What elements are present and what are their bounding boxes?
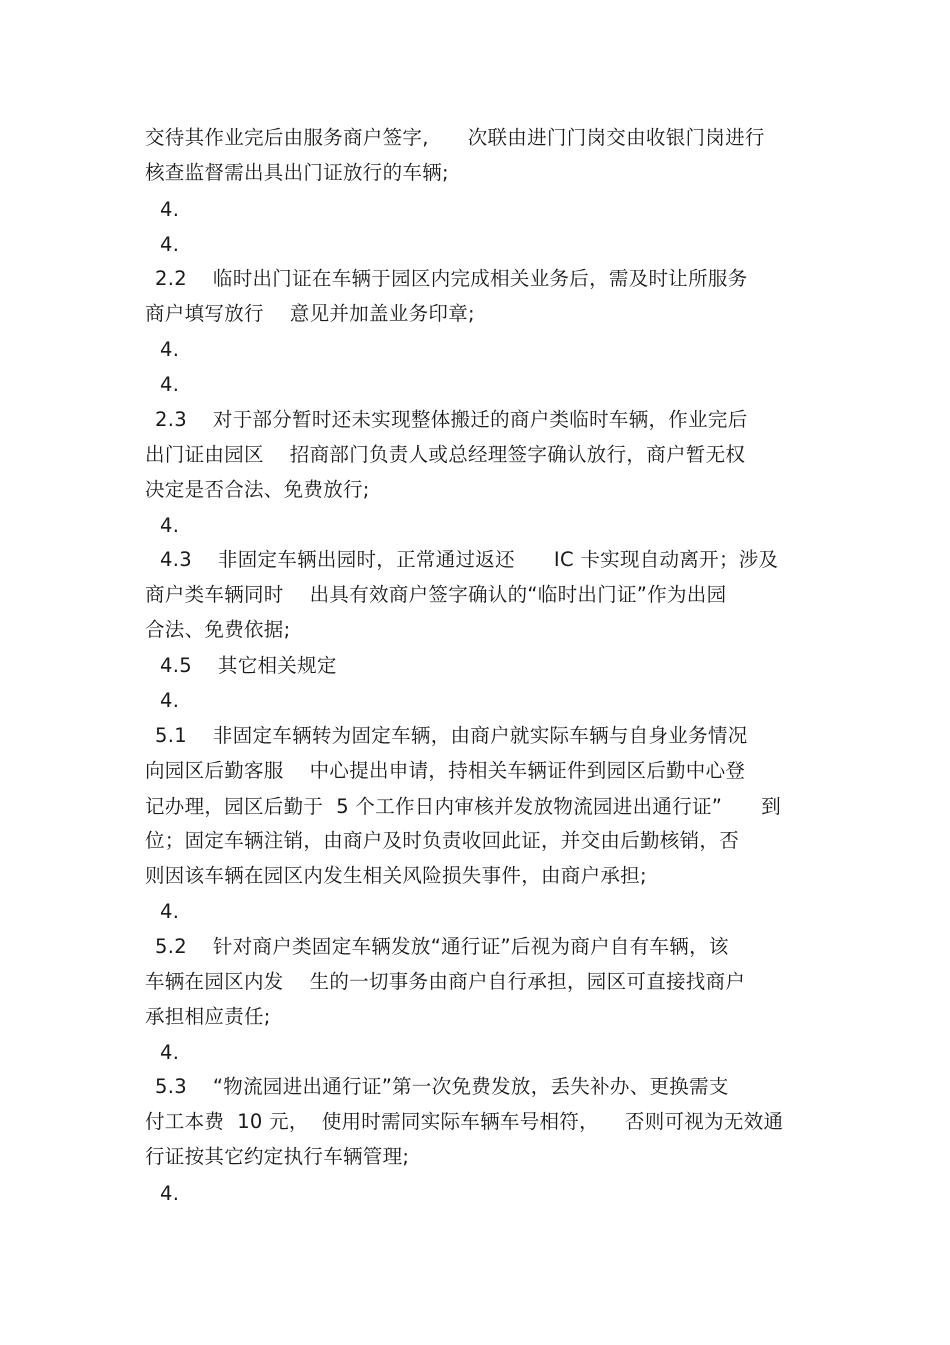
text-line: 5.3 “物流园进出通行证”第一次免费发放，丢失补办、更换需支	[155, 1075, 729, 1098]
text-line: 4.	[160, 689, 180, 712]
text-line: 4.	[160, 514, 180, 537]
text-line: 位；固定车辆注销，由商户及时负责收回此证，并交由后勤核销，否	[145, 829, 740, 852]
text-line: 向园区后勤客服 中心提出申请，持相关车辆证件到园区后勤中心登	[145, 759, 746, 782]
text-line: 合法、免费依据;	[145, 618, 291, 641]
text-line: 出门证由园区 招商部门负责人或总经理签字确认放行，商户暂无权	[145, 443, 746, 466]
text-line: 4.	[160, 1182, 180, 1205]
text-line: 记办理，园区后勤于 5 个工作日内审核并发放物流园进出通行证” 到	[145, 795, 781, 818]
text-line: 4.	[160, 198, 180, 221]
text-line: 2.2 临时出门证在车辆于园区内完成相关业务后，需及时让所服务	[155, 267, 748, 290]
text-line: 4.	[160, 338, 180, 361]
text-line: 则因该车辆在园区内发生相关风险损失事件，由商户承担;	[145, 864, 647, 887]
text-line: 4.	[160, 900, 180, 923]
text-line: 5.2 针对商户类固定车辆发放“通行证”后视为商户自有车辆，该	[155, 935, 729, 958]
text-line: 交待其作业完后由服务商户签字, 次联由进门门岗交由收银门岗进行	[145, 126, 765, 149]
text-line: 2.3 对于部分暂时还未实现整体搬迁的商户类临时车辆，作业完后	[155, 408, 748, 431]
text-line: 4.3 非固定车辆出园时，正常通过返还 IC 卡实现自动离开；涉及	[160, 548, 779, 571]
text-line: 决定是否合法、免费放行;	[145, 478, 370, 501]
text-line: 4.	[160, 1041, 180, 1064]
text-line: 付工本费 10 元， 使用时需同实际车辆车号相符， 否则可视为无效通	[145, 1110, 784, 1133]
text-line: 核查监督需出具出门证放行的车辆;	[145, 161, 449, 184]
text-line: 行证按其它约定执行车辆管理;	[145, 1145, 410, 1168]
text-line: 4.5 其它相关规定	[160, 654, 337, 677]
text-line: 5.1 非固定车辆转为固定车辆，由商户就实际车辆与自身业务情况	[155, 724, 748, 747]
text-line: 4.	[160, 373, 180, 396]
text-line: 车辆在园区内发 生的一切事务由商户自行承担，园区可直接找商户	[145, 970, 746, 993]
text-line: 4.	[160, 233, 180, 256]
text-line: 承担相应责任;	[145, 1005, 271, 1028]
text-line: 商户填写放行 意见并加盖业务印章;	[145, 302, 475, 325]
text-line: 商户类车辆同时 出具有效商户签字确认的“临时出门证”作为出园	[145, 583, 727, 606]
